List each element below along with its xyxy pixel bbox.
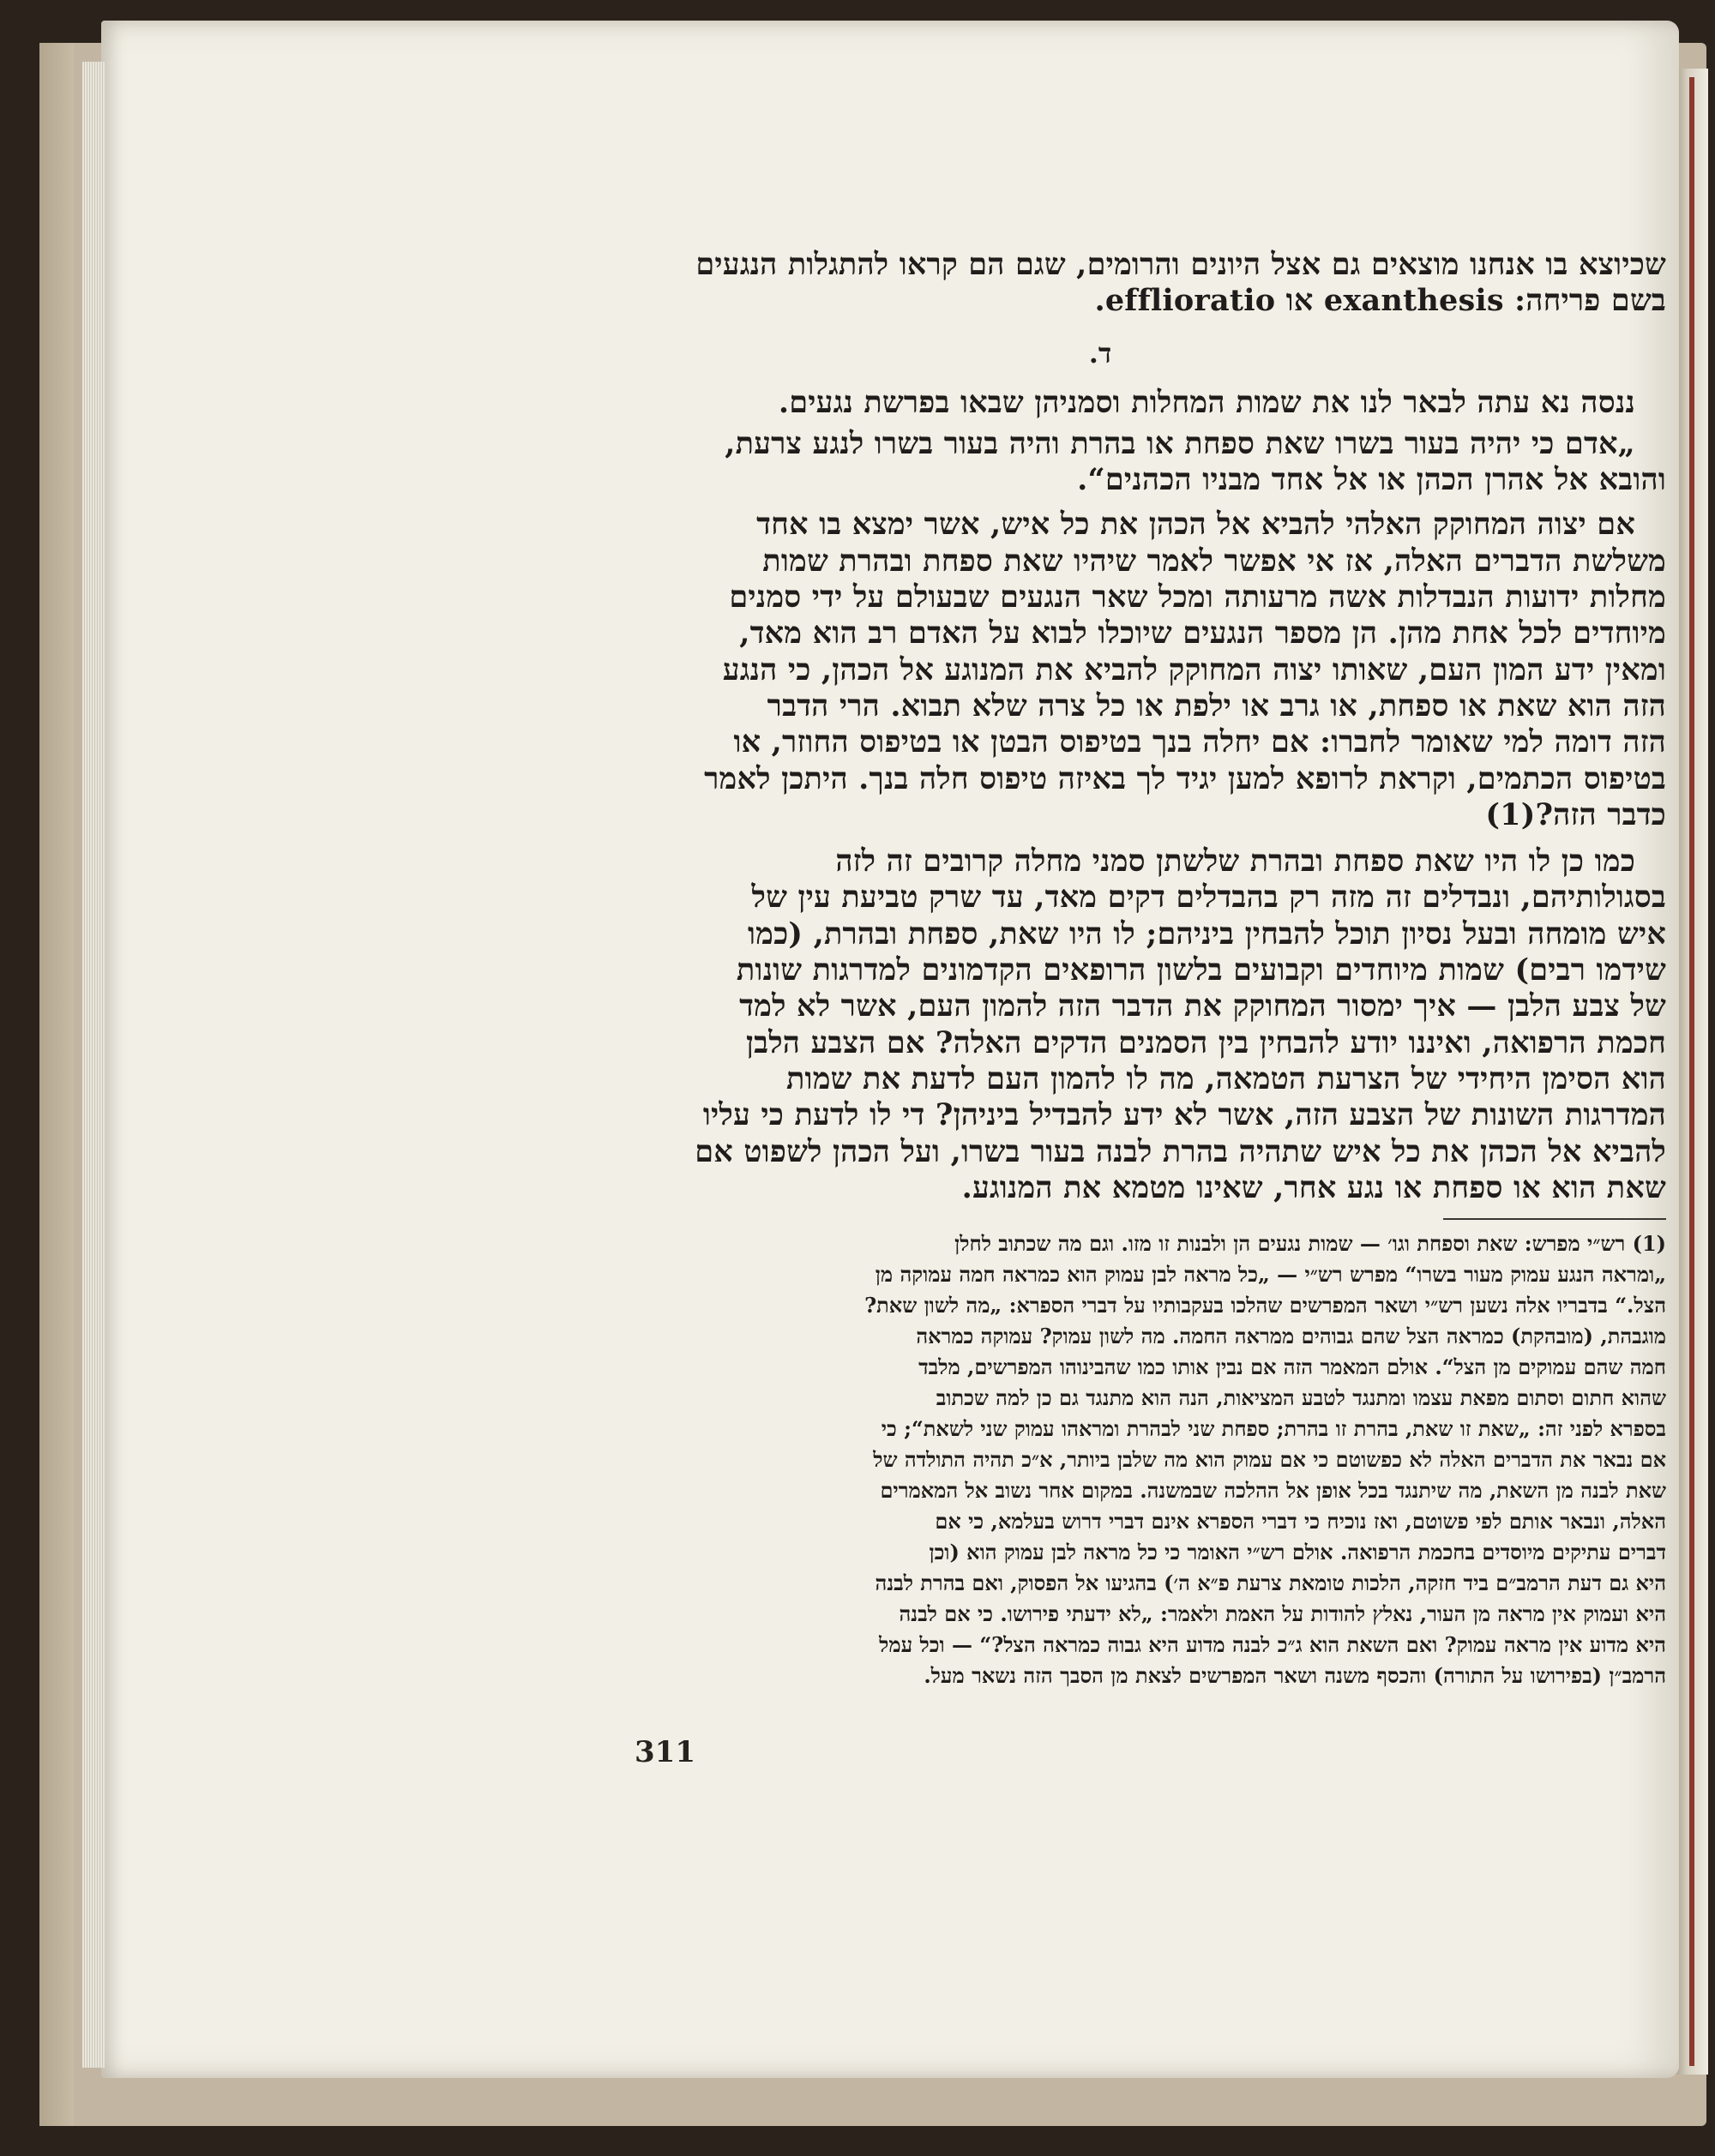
footnote-line: חמה שהם עמוקים מן הצל“. אולם המאמר הזה אם נבין אותו כמו שהבינוהו המפרשים, מלבד [918, 1354, 1666, 1380]
text-line: בסגולותיהם, ונבדלים זה מזה רק בהבדלים דקים מאד, עד שרק טביעת עין של [751, 880, 1666, 916]
footnote-line: שהוא חתום וסתום מפאת עצמו ומתנגד לטבע המציאות, הנה הוא מתנגד גם כן למה שכתוב [936, 1385, 1666, 1411]
text-line: להביא אל הכהן את כל איש שתהיה בהרת לבנה בעור בשרו, ועל הכהן לשפוט אם [695, 1133, 1666, 1169]
text-line: של צבע הלבן — איך ימסור המחוקק את הדבר הזה להמון העם, אשר לא למד [739, 988, 1666, 1024]
footnote-line: היא גם דעת הרמב״ם ביד חזקה, הלכות טומאת צרעת פ״א ה׳) בהגיעו אל הפסוק, ואם בהרת לבנה [875, 1570, 1666, 1596]
text-line: כמו כן לו היו שאת ספחת ובהרת שלשתן סמני מחלה קרובים זה לזה [835, 844, 1635, 880]
text-line: כדבר הזה?(1) [1485, 796, 1666, 832]
book-spine-edge [39, 43, 74, 2126]
section-heading: ד. [1088, 336, 1112, 369]
text-line: בטיפוס הכתמים, וקראת לרופא למען יגיד לך באיזה טיפוס חלה בנך. היתכן לאמר [704, 760, 1666, 796]
quote-line: והובא אל אהרן הכהן או אל אחד מבניו הכהנים“. [1077, 462, 1666, 498]
footnote-line: „ומראה הנגע עמוק מעור בשרו“ מפרש רש״י — „כל מראה לבן עמוק הוא כמראה חמה עמוקה מן [875, 1262, 1666, 1288]
text-line: ומאין ידע המון העם, שאותו יצוה המחוקק להביא את המנוגע אל הכהן, כי הנגע [722, 652, 1666, 688]
intro-line: בשם פריחה: exanthesis או efflioratio. [1094, 283, 1666, 319]
text-line: מיוחדים לכל אחת מהן. הן מספר הנגעים שיוכלו לבוא על האדם רב הוא מאד, [739, 616, 1666, 652]
text-line: הזה דומה למי שאומר לחברו: אם יחלה בנך בטיפוס הבטן או בטיפוס החוזר, או [733, 724, 1666, 760]
footnote-line: שאת לבנה מן השאת, מה שיתנגד בכל אופן אל ההלכה שבמשנה. במקום אחר נשוב אל המאמרים [880, 1478, 1666, 1504]
intro-line: שכיוצא בו אנחנו מוצאים גם אצל היונים והרומים, שגם הם קראו להתגלות הנגעים [695, 247, 1666, 282]
footnotes [534, 1228, 1666, 1691]
text-line: הזה הוא שאת או ספחת, או גרב או ילפת או כל צרה שלא תבוא. הרי הדבר [767, 688, 1666, 724]
page-stack-edge [82, 62, 105, 2068]
text-line: מחלות ידועות הנבדלות אשה מרעותה ומכל שאר הנגעים שבעולם על ידי סמנים [729, 580, 1666, 616]
footnote-line: היא ועמוק אין מראה מן העור, נאלץ להודות על האמת ולאמר: „לא ידעתי פירושו. כי אם לבנה [899, 1601, 1666, 1627]
page-number: 311 [635, 1735, 695, 1769]
paragraph-1 [534, 507, 1666, 833]
footnote-line: הצל.“ בדבריו אלה נשען רש״י ושאר המפרשים שהלכו בעקבותיו על דברי הספרא: „מה לשון שאת? [864, 1293, 1666, 1318]
text-line: משלשת הדברים האלה, אז אי אפשר לאמר שיהיו שאת ספחת ובהרת שמות [762, 543, 1666, 579]
intro-block [534, 247, 1666, 320]
footnote-line: בספרא לפני זה: „שאת זו שאת, בהרת זו בהרת; ספחת שני לבהרת ומראהו עמוק שני לשאת“; כי [881, 1416, 1666, 1442]
book-page [101, 21, 1679, 2078]
paragraph-2 [534, 844, 1666, 1206]
facing-page-edge [1674, 69, 1708, 2075]
lead-line: ננסה נא עתה לבאר לנו את שמות המחלות וסמניהן שבאו בפרשת נגעים. [778, 384, 1635, 420]
footnote-line: (1) רש״י מפרש: שאת וספחת וגו׳ — שמות נגעים הן ולבנות זו מזו. וגם מה שכתוב לחלן [954, 1231, 1666, 1257]
quote-line: „אדם כי יהיה בעור בשרו שאת ספחת או בהרת והיה בעור בשרו לנגע צרעת, [725, 425, 1635, 461]
page-content [534, 247, 1666, 1691]
footnote-line: היא מדוע אין מראה עמוק? ואם השאת הוא ג״כ לבנה מדוע היא גבוה כמראה הצל?“ — וכל עמל [879, 1632, 1666, 1658]
text-line: הוא הסימן היחידי של הצרעת הטמאה, מה לו להמון העם לדעת את שמות [786, 1060, 1666, 1096]
text-line: שאת הוא או ספחת או נגע אחר, שאינו מטמא את המנוגע. [961, 1169, 1666, 1205]
footnote-line: הרמב״ן (בפירושו על התורה) והכסף משנה ושאר המפרשים לצאת מן הסבך הזה נשאר מעל. [924, 1663, 1666, 1689]
quote-block [534, 426, 1666, 499]
text-line: שידמו רבים) שמות מיוחדים וקבועים בלשון הרופאים הקדמונים למדרגות שונות [736, 952, 1666, 988]
footnote-line: דברים עתיקים מיוסדים בחכמת הרפואה. אולם רש״י האומר כי כל מראה לבן עמוק הוא (וכן [929, 1540, 1666, 1565]
footnote-line: אם נבאר את הדברים האלה לא כפשוטם כי אם עמוק הוא מה שלבן ביותר, א״כ תהיה התולדה של [873, 1447, 1666, 1473]
text-line: איש מומחה ובעל נסיון תוכל להבחין ביניהם; לו היו שאת, ספחת ובהרת, (כמו [748, 916, 1666, 952]
text-line: אם יצוה המחוקק האלהי להביא אל הכהן את כל איש, אשר ימצא בו אחד [756, 507, 1635, 543]
footnote-line: מוגבהת, (מובהקת) כמראה הצל שהם גבוהים ממראה החמה. מה לשון עמוק? עמוקה כמראה [916, 1324, 1666, 1349]
bookmark-strip [1689, 77, 1694, 2066]
footnote-line: האלה, ונבאר אותם לפי פשוטם, ואז נוכיח כי דברי הספרא אינם דברי דרוש בעלמא, כי אם [935, 1509, 1666, 1534]
text-line: המדרגות השונות של הצבע הזה, אשר לא ידע להבדיל ביניהן? די לו לדעת כי עליו [702, 1097, 1666, 1133]
footnote-divider [1443, 1218, 1666, 1220]
main-text [534, 385, 1666, 1207]
text-line: חכמת הרפואה, ואיננו יודע להבחין בין הסמנים הדקים האלה? אם הצבע הלבן [746, 1024, 1666, 1060]
